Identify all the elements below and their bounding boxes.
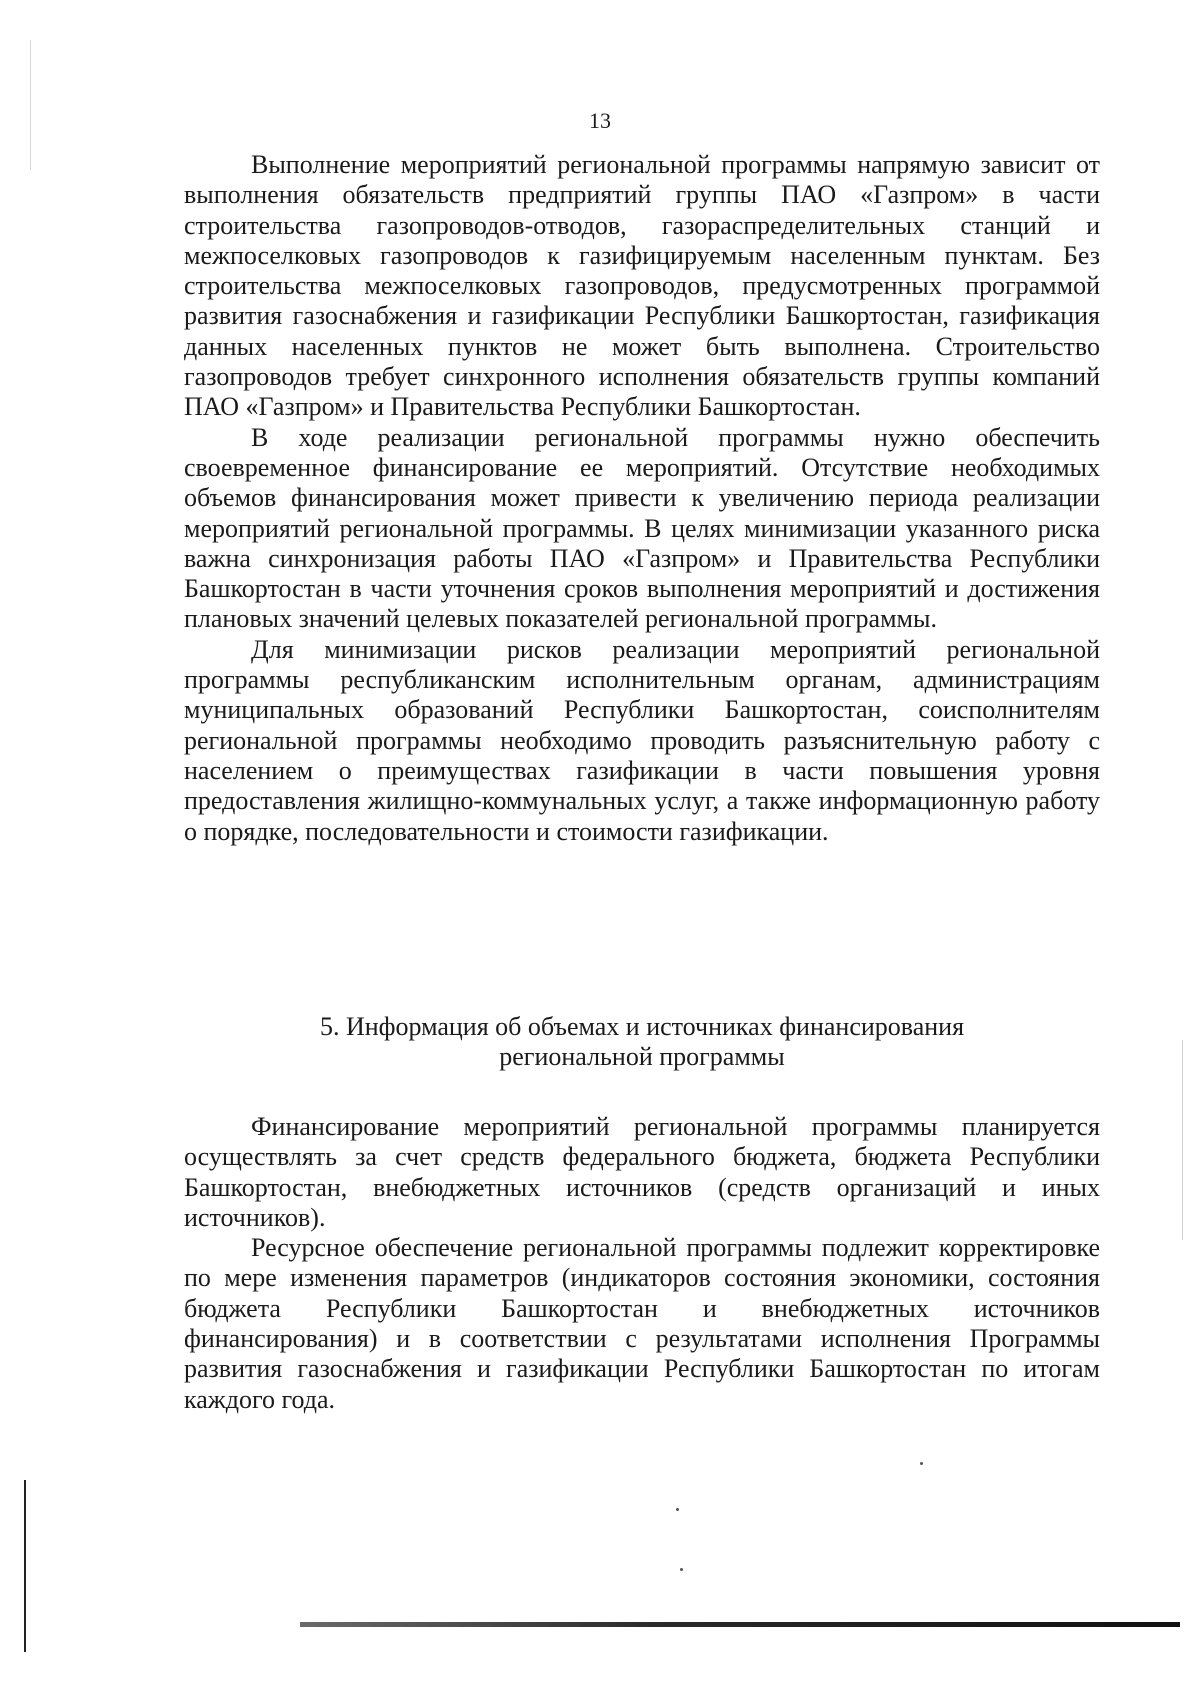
scan-edge-mark bbox=[300, 1622, 1180, 1627]
section-heading bbox=[184, 1012, 1100, 1072]
scan-speck bbox=[680, 1568, 683, 1571]
scan-edge-mark bbox=[1182, 1040, 1183, 1240]
scan-edge-mark bbox=[30, 40, 31, 170]
scan-speck bbox=[676, 1508, 679, 1511]
section-financing-text bbox=[184, 1112, 1100, 1415]
paragraph: В ходе реализации региональной программы нужно обеспечить своевременное финансирование ее мероприятий. Отсутствие необходимых объемов финансирования может привести к увеличению периода реализации мероприятий региональной программы. В целях минимизации указанного риска важна синхронизация работы ПАО «Газпром» и Правительства Республики Башкортостан в части уточнения сроков выполнения мероприятий и достижения плановых значений целевых показателей региональной программы. bbox=[184, 422, 1100, 634]
section-heading-line: 5. Информация об объемах и источниках финансирования bbox=[319, 1012, 965, 1041]
scan-edge-mark bbox=[24, 1480, 26, 1652]
section-risks-text bbox=[184, 150, 1100, 847]
paragraph: Ресурсное обеспечение региональной программы подлежит корректировке по мере изменения параметров (индикаторов состояния экономики, состояния бюджета Республики Башкортостан и внебюджетных источников финансирования) и в соответствии с результатами исполнения Программы развития газоснабжения и газификации Республики Башкортостан по итогам каждого года. bbox=[184, 1233, 1100, 1414]
paragraph: Для минимизации рисков реализации мероприятий региональной программы республиканским исполнительным органам, администрациям муниципальных образований Республики Башкортостан, соисполнителям региональной программы необходимо проводить разъяснительную работу с населением о преимуществах газификации в части повышения уровня предоставления жилищно-коммунальных услуг, а также информационную работу о порядке, последовательности и стоимости газификации. bbox=[184, 634, 1100, 846]
paragraph: Финансирование мероприятий региональной программы планируется осуществлять за счет средств федерального бюджета, бюджета Республики Башкортостан, внебюджетных источников (средств организаций и иных источников). bbox=[184, 1112, 1100, 1232]
paragraph: Выполнение мероприятий региональной программы напрямую зависит от выполнения обязательств предприятий группы ПАО «Газпром» в части строительства газопроводов-отводов, газораспределительных станций и межпоселковых газопроводов к газифицируемым населенным пунктам. Без строительства межпоселковых газопроводов, предусмотренных программой развития газоснабжения и газификации Республики Башкортостан, газификация данных населенных пунктов не может быть выполнена. Строительство газопроводов требует синхронного исполнения обязательств группы компаний ПАО «Газпром» и Правительства Республики Башкортостан. bbox=[184, 150, 1100, 422]
scan-speck bbox=[920, 1462, 923, 1465]
page-number: 13 bbox=[589, 108, 611, 133]
section-heading-line: региональной программы bbox=[499, 1042, 785, 1071]
